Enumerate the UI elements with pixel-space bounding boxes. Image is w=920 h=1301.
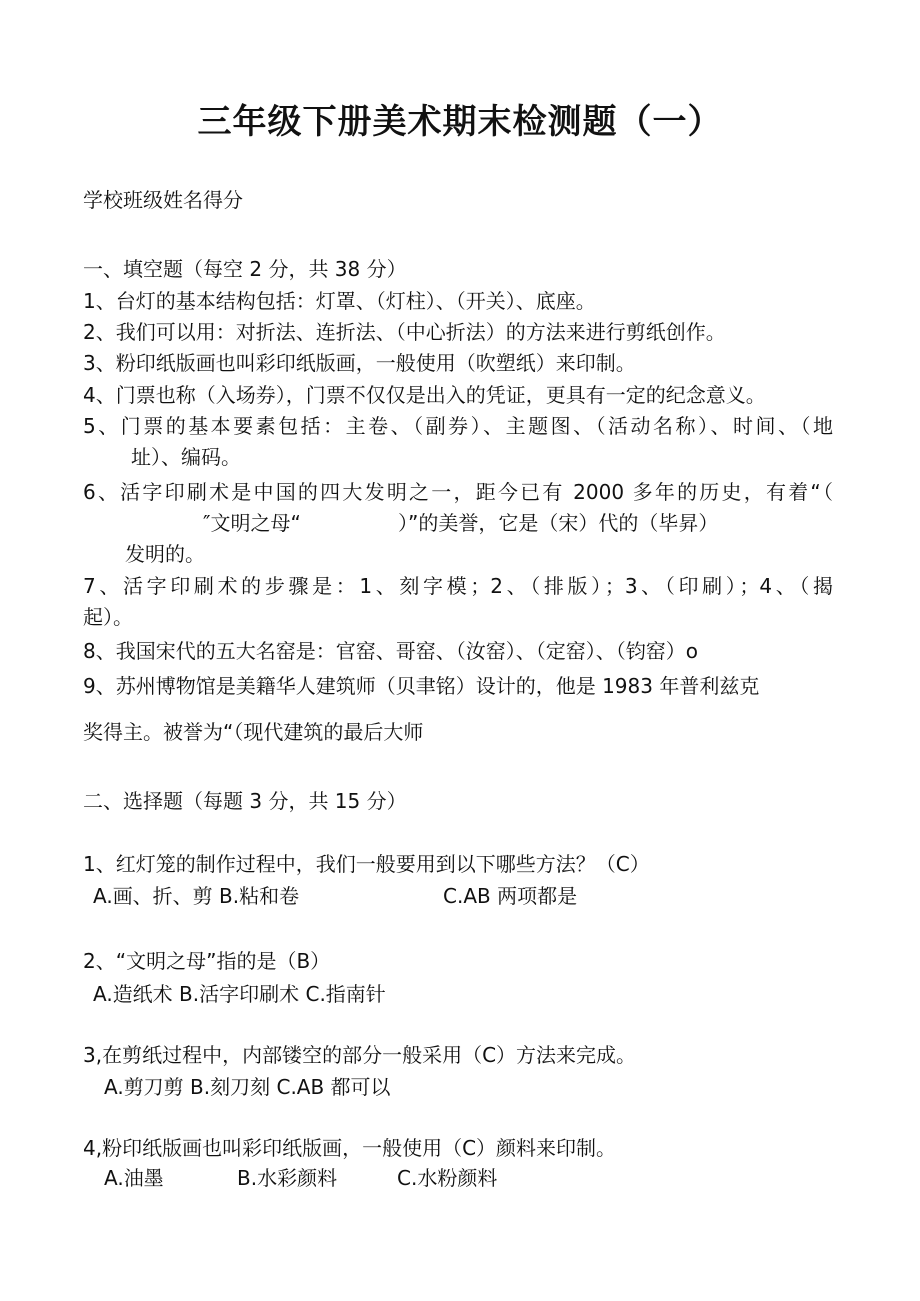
- choice-question-2: 2、“文明之母”指的是（B）: [83, 949, 331, 973]
- choice-question-4: 4,粉印纸版画也叫彩印纸版画，一般使用（C）颜料来印制。: [83, 1136, 617, 1160]
- choice-question-1-option-c: C.AB 两项都是: [443, 884, 578, 908]
- fill-question-6-line-3: 发明的。: [125, 542, 205, 566]
- page-title: 三年级下册美术期末检测题（一）: [197, 102, 723, 142]
- choice-question-1: 1、红灯笼的制作过程中，我们一般要用到以下哪些方法？（C）: [83, 852, 650, 876]
- fill-question-7-line-2: 起）。: [83, 605, 133, 629]
- section-2-heading: 二、选择题（每题 3 分，共 15 分）: [83, 789, 407, 813]
- fill-question-2: 2、我们可以用：对折法、连折法、（中心折法）的方法来进行剪纸创作。: [83, 320, 726, 344]
- fill-question-6-line-2a: ″文明之母“: [203, 511, 301, 535]
- fill-question-4: 4、门票也称（入场券），门票不仅仅是出入的凭证，更具有一定的纪念意义。: [83, 383, 766, 407]
- fill-question-6-line-1: 6、活字印刷术是中国的四大发明之一，距今已有 2000 多年的历史，有着“（: [83, 480, 833, 504]
- choice-question-4-option-a: A.油墨: [104, 1166, 164, 1190]
- choice-question-3-options: A.剪刀剪 B.刻刀刻 C.AB 都可以: [104, 1075, 391, 1099]
- fill-question-9-line-1: 9、苏州博物馆是美籍华人建筑师（贝聿铭）设计的，他是 1983 年普利兹克: [83, 674, 760, 698]
- fill-question-6-line-2b: ）”的美誉，它是（宋）代的（毕昇）: [398, 511, 719, 535]
- choice-question-2-options: A.造纸术 B.活字印刷术 C.指南针: [93, 982, 386, 1006]
- fill-question-3: 3、粉印纸版画也叫彩印纸版画，一般使用（吹塑纸）来印制。: [83, 351, 636, 375]
- fill-question-5-line-2: 址）、编码。: [131, 445, 241, 469]
- fill-question-1: 1、台灯的基本结构包括：灯罩、（灯柱）、（开关）、底座。: [83, 289, 596, 313]
- choice-question-4-option-c: C.水粉颜料: [397, 1166, 498, 1190]
- choice-question-1-options-ab: A.画、折、剪 B.粘和卷: [93, 884, 300, 908]
- choice-question-4-option-b: B.水彩颜料: [237, 1166, 338, 1190]
- fill-question-9-line-2: 奖得主。被誉为“（现代建筑的最后大师: [83, 720, 424, 744]
- fill-question-7-line-1: 7、活字印刷术的步骤是：1、刻字模；2、（排版）；3、（印刷）；4、（揭: [83, 574, 833, 598]
- fill-question-8: 8、我国宋代的五大名窑是：官窑、哥窑、（汝窑）、（定窑）、（钧窑）o: [83, 639, 698, 663]
- fill-question-5-line-1: 5、门票的基本要素包括：主卷、（副券）、主题图、（活动名称）、时间、（地: [83, 414, 833, 438]
- section-1-heading: 一、填空题（每空 2 分，共 38 分）: [83, 257, 407, 281]
- choice-question-3: 3,在剪纸过程中，内部镂空的部分一般采用（C）方法来完成。: [83, 1043, 637, 1067]
- student-info-line: 学校班级姓名得分: [83, 188, 243, 212]
